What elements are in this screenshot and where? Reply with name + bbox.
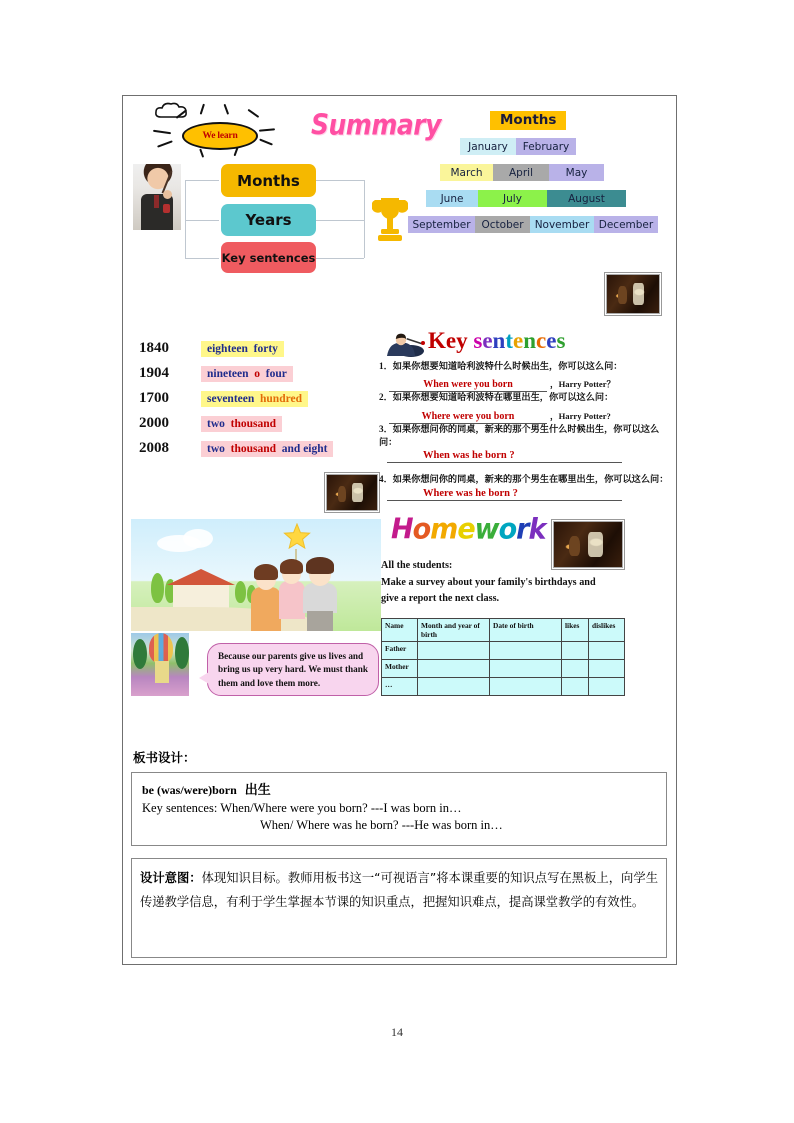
connector-months-trophy [316,180,364,181]
year-number: 1904 [139,365,169,381]
year-row [131,411,341,436]
table-column-header: likes [562,619,589,642]
key-sentence-answer-line [379,488,671,505]
month-cell-june: June [426,190,478,207]
year-words [201,341,284,357]
table-header-row [382,619,625,642]
year-word: four [265,367,287,380]
homework-title-letter: o [412,513,431,546]
cloud-icon [153,101,193,121]
house-roof [167,569,235,585]
year-row [131,436,341,461]
table-cell [589,660,625,678]
photo-arm [163,190,172,199]
key-sentence-question: 4．如果你想问你的同桌，新来的那个男生在哪里出生，你可以这么问： [379,474,669,485]
year-word: thousand [230,417,277,430]
father-body [303,583,337,613]
key-sentence-answer-line [379,406,671,421]
thumb-light [352,483,363,503]
key-sentence-answer: Where was he born ? [387,488,622,501]
table-cell: Mother [382,660,418,678]
teacher-icon [381,332,425,358]
design-intent-box [131,858,667,958]
year-number: 2000 [139,415,169,431]
table-cell [562,642,589,660]
homework-title-letter: o [498,513,517,546]
connector-years-trophy [316,220,364,221]
key-sentences-title-letter: n [492,328,506,353]
month-cell-july: July [478,190,547,207]
table-row [382,678,625,696]
key-sentences-question-list [379,360,671,511]
mindmap-label-key-sentences: Key sentences [221,250,316,265]
month-cell-february: February [516,138,576,155]
key-sentences-title-letter: s [473,328,483,353]
key-sentences-title-letter: e [482,328,493,353]
table-cell [490,660,562,678]
table-cell [418,642,490,660]
year-row [131,336,341,361]
key-sentence-answer-tail: ，Harry Potter? [550,410,611,421]
homework-title-letter: r [516,513,529,546]
months-row-3 [426,190,626,207]
photo-tie [154,195,159,208]
ray-9 [199,149,204,158]
key-sentences-title-letter: y [456,328,468,353]
summary-slide [123,96,676,741]
park-pillar [155,661,169,683]
year-word: two [207,442,225,455]
homework-title-letter: H [391,513,413,546]
homework-instructions [381,558,641,608]
year-word: and eight [281,442,328,455]
star-icon [283,523,311,551]
summary-title: Summary [311,107,441,142]
mindmap-label-years: Years [245,211,292,229]
ray-4 [247,108,259,117]
board-design-label: 板书设计： [133,750,196,765]
trophy-icon [372,196,408,242]
months-row-2 [440,164,604,181]
months-panel-title: Months [490,111,566,130]
months-panel [408,111,668,266]
mindmap-box-months[interactable] [221,164,316,197]
child-hair [280,559,303,574]
table-column-header: dislikes [589,619,625,642]
key-sentence-question: 2．如果你想要知道哈利波特在哪里出生，你可以这么问： [379,392,614,403]
key-sentences-title-letter: t [505,328,513,353]
months-row-4 [408,216,658,233]
year-word: o [254,367,261,380]
month-cell-january: January [460,138,516,155]
year-word: thousand [230,442,277,455]
month-cell-may: May [549,164,604,181]
table-cell [562,678,589,696]
table-column-header: Name [382,619,418,642]
we-learn-badge-group [135,101,285,161]
homework-line: All the students: [381,560,453,571]
table-cell: Father [382,642,418,660]
connector-photo-keys [185,258,219,259]
table-cell: … [382,678,418,696]
board-line-2: Key sentences: When/Where were you born? ---I was born in… [142,801,462,815]
thumb-figure [618,286,626,303]
month-cell-march: March [440,164,493,181]
key-sentence-question: 1．如果你想要知道哈利波特什么时候出生，你可以这么问： [379,361,623,371]
year-number: 1840 [139,340,169,356]
month-cell-october: October [475,216,530,233]
homework-title-letter: e [457,513,475,546]
table-row [382,642,625,660]
homework-table-body [382,642,625,696]
year-word: seventeen [207,392,255,405]
year-word: nineteen [207,367,249,380]
key-sentences-title-letter: e [445,328,457,353]
thumb-figure [569,536,580,557]
board-design-box [131,772,667,846]
tree-3 [235,581,246,603]
ray-2 [200,104,206,115]
key-sentences-title-letter: K [428,328,446,353]
month-cell-august: August [547,190,626,207]
key-sentence-answer: When were you born [389,379,547,392]
ray-8 [157,140,173,148]
year-words [201,391,308,407]
tree-1 [151,573,164,603]
homework-table-head [382,619,625,642]
key-sentences-title-letter: s [556,328,566,353]
photo-crest [163,204,170,213]
page-number: 14 [391,1025,403,1039]
speech-bubble: Because our parents give us lives and bring us up very hard. We must thank them and love them more. [207,643,379,696]
homework-title-letter: m [430,513,458,546]
homework-line: Make a survey about your family's birthdays and [381,576,596,588]
homework-line: give a report the next class. [381,593,500,605]
table-cell [589,642,625,660]
key-sentence-answer-line [379,374,671,389]
thumb-figure [338,486,346,502]
year-words [201,441,333,457]
month-cell-april: April [493,164,549,181]
connector-photo-months [185,180,219,181]
we-learn-label: We learn [182,122,258,150]
ray-7 [153,130,171,135]
key-sentence-answer-tail: ，Harry Potter？ [550,379,616,390]
park-tree-right [175,637,189,669]
year-word: forty [253,342,278,355]
year-words [201,416,282,432]
father-figure [301,557,341,631]
scene-photo-thumbnail-1 [606,274,660,314]
key-sentences-title-letter: e [513,328,524,353]
board-line-1-chinese: 出生 [244,783,271,798]
key-sentence-answer: When was he born ? [387,450,622,463]
mindmap-box-years[interactable] [221,204,316,236]
months-row-1 [460,138,576,155]
board-line-3: When/ Where was he born? ---He was born in… [260,818,503,832]
month-cell-december: December [594,216,658,233]
year-row [131,386,341,411]
connector-trophy-spine [364,180,365,258]
connector-photo-years [185,220,219,221]
cloud-shape-2 [183,529,213,548]
father-legs [307,611,333,631]
table-cell [490,642,562,660]
month-cell-november: November [530,216,594,233]
table-cell [418,660,490,678]
tulip-park-photo [131,633,189,696]
family-illustration [131,519,381,631]
year-word: eighteen [207,342,248,355]
board-line-1 [142,779,666,798]
year-word: two [207,417,225,430]
table-column-header: Date of birth [490,619,562,642]
year-words [201,366,293,382]
house-body [173,581,229,609]
key-sentences-title [428,328,565,354]
key-sentence-answer: Where were you born [389,411,547,424]
homework-title [391,513,545,546]
thumb-light [588,532,603,557]
design-intent-text [140,867,658,915]
years-list [131,336,341,461]
connector-photo-spine [185,180,186,258]
mindmap-box-key-sentences[interactable] [221,242,316,273]
homework-title-letter: w [474,513,499,546]
harry-potter-photo [133,164,181,230]
mindmap-label-months: Months [237,171,300,190]
key-sentences-title-letter: e [546,328,557,353]
design-intent-label: 设计意图： [140,871,202,885]
year-row [131,361,341,386]
month-cell-september: September [408,216,475,233]
board-line-1-english: be (was/were)born [142,783,237,797]
year-word: hundred [260,392,302,405]
lesson-plan-content-box [122,95,677,965]
year-number: 2008 [139,440,169,456]
table-cell [562,660,589,678]
table-cell [490,678,562,696]
key-sentence-question: 3．如果你想问你的同桌，新来的那个男生什么时候出生，你可以这么问： [379,423,660,448]
connector-keys-trophy [316,258,364,259]
table-cell [418,678,490,696]
father-hair [306,557,334,574]
homework-title-letter: k [528,513,546,546]
table-cell [589,678,625,696]
scene-photo-thumbnail-2 [326,474,378,511]
design-intent-body: 体现知识目标。教师用板书这一“可视语言”将本课重要的知识点写在黑板上，向学生传递教学信息，有利于学生掌握本节课的知识重点，把握知识难点，提高课堂教学的有效性。 [140,871,658,909]
key-sentence-answer-line [379,450,671,467]
table-column-header: Month and year of birth [418,619,490,642]
ray-3 [223,104,229,115]
park-tree-left [133,639,147,669]
year-number: 1700 [139,390,169,406]
thumb-light [633,283,644,304]
key-sentences-title-letter: n [523,328,537,353]
hot-air-balloon-icon [149,633,173,663]
mother-hair [254,564,278,580]
ray-6 [259,138,273,145]
ray-5 [259,128,275,132]
table-row [382,660,625,678]
key-sentences-title-letter: c [536,328,547,353]
homework-survey-table [381,618,625,696]
